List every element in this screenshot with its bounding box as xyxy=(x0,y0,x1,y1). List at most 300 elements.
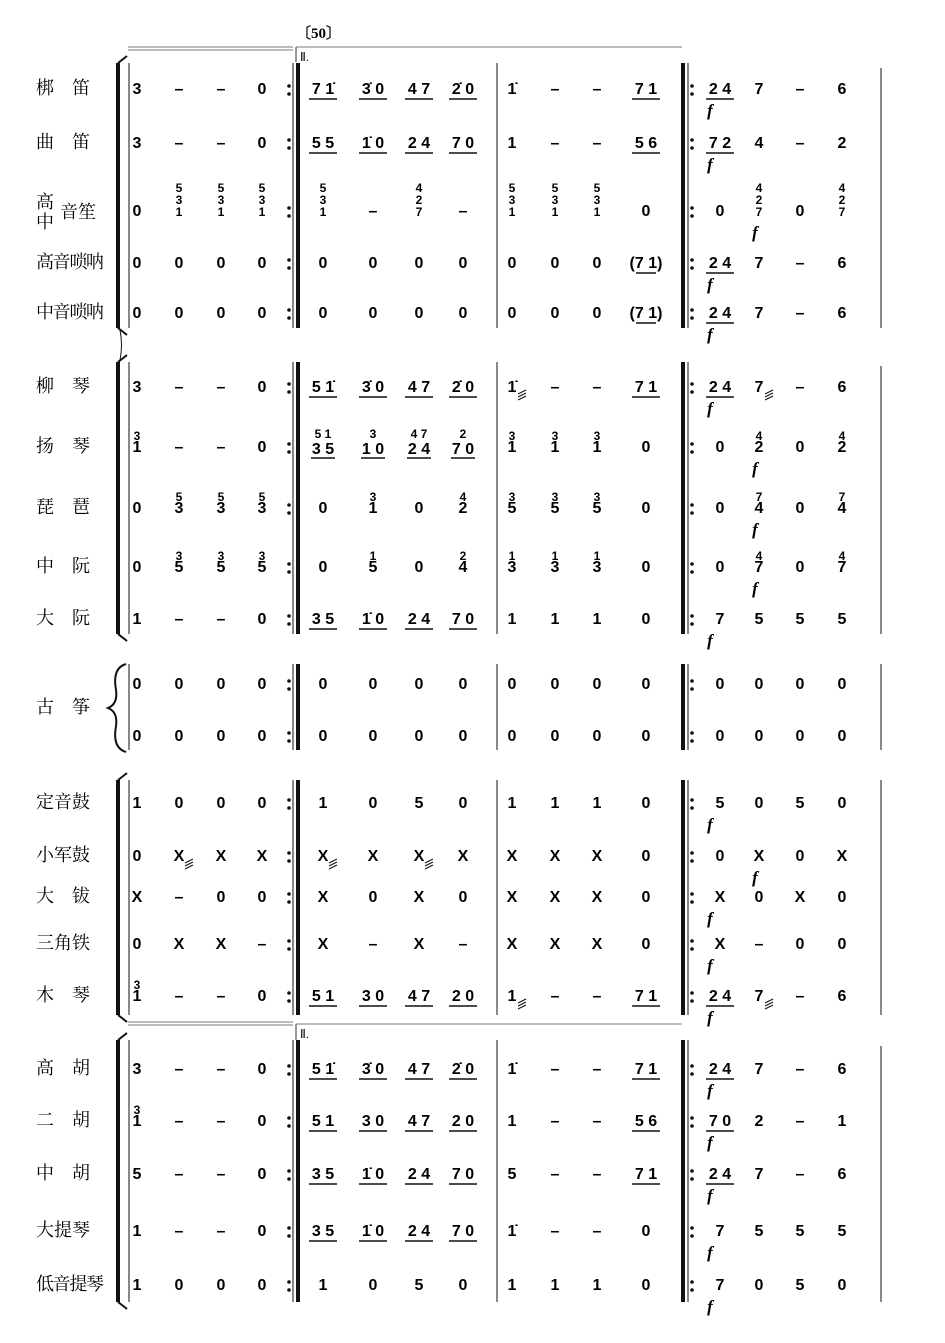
muqin-note: 3 xyxy=(133,978,141,992)
staff-row-sanjiaotie xyxy=(36,933,847,975)
bangdi-note: 0 xyxy=(257,81,267,98)
datiqin-note: 0 xyxy=(641,1223,651,1240)
qudi-note: – xyxy=(174,135,184,152)
staff-row-zhonghu xyxy=(36,1163,847,1205)
guzheng-note: 0 xyxy=(414,676,424,693)
xiaojungu-note: X xyxy=(836,848,848,865)
dynamic-forte: f xyxy=(707,1186,713,1205)
sheng-note: – xyxy=(368,203,378,220)
sheng-note: 3 xyxy=(175,193,183,207)
diyintiqin-note: 1 xyxy=(592,1277,602,1294)
sheng-note: 1 xyxy=(319,205,327,219)
muqin-note: 2 4 xyxy=(708,988,732,1005)
dynamic-forte: f xyxy=(707,956,713,975)
sheng-note: 1 xyxy=(258,205,266,219)
pipa-note: 3 xyxy=(216,500,226,517)
pipa-note: 5 xyxy=(175,490,183,504)
yangqin-note: 3 xyxy=(369,427,377,441)
zhongruan-note: 5 xyxy=(174,559,184,576)
zhongruan-note: 0 xyxy=(318,559,328,576)
datiqin-note: – xyxy=(592,1223,602,1240)
sanjiaotie-note: X xyxy=(413,936,425,953)
gaohu-note: – xyxy=(795,1061,805,1078)
datiqin-note: – xyxy=(550,1223,560,1240)
pipa-note: 0 xyxy=(795,500,805,517)
rehearsal-mark: 〔50〕 xyxy=(296,26,342,42)
yangqin-note: 0 xyxy=(257,439,267,456)
instrument-name-gaosuona: 高音唢呐 xyxy=(36,252,104,273)
datiqin-note: 7 xyxy=(715,1223,725,1240)
staff-row-zhongsuona xyxy=(36,302,847,344)
yangqin-note: 7 0 xyxy=(451,441,475,458)
zhongruan-note: 5 xyxy=(257,559,267,576)
instrument-name-diyintiqin: 低音提琴 xyxy=(36,1274,104,1295)
dacha-note: X xyxy=(714,889,726,906)
zhonghu-note: 5 xyxy=(507,1166,517,1183)
sheng-note: 4 xyxy=(415,181,423,195)
yangqin-note: 0 xyxy=(715,439,725,456)
diyintiqin-note: 0 xyxy=(641,1277,651,1294)
pipa-note: 7 xyxy=(755,490,763,504)
dingyingu-note: 0 xyxy=(174,795,184,812)
dingyingu-note: 1 xyxy=(550,795,560,812)
dacha-note: 0 xyxy=(257,889,267,906)
yangqin-note: 3 xyxy=(593,429,601,443)
zhongruan-note: 3 xyxy=(507,559,517,576)
qudi-note: 1 xyxy=(507,135,517,152)
sheng-note: 7 xyxy=(415,205,423,219)
erhu-note: 1 xyxy=(837,1113,847,1130)
bangdi-note: – xyxy=(216,81,226,98)
pipa-note: 3 xyxy=(257,500,267,517)
sanjiaotie-note: – xyxy=(754,936,764,953)
sheng-note: 5 xyxy=(508,181,516,195)
zhongruan-note: 3 xyxy=(550,559,560,576)
gaosuona-note: 0 xyxy=(592,255,602,272)
datiqin-note: 2 4 xyxy=(407,1223,431,1240)
zhongruan-note: 3 xyxy=(217,549,225,563)
zhonghu-note: 7 1 xyxy=(634,1166,658,1183)
xiaojungu-note: X xyxy=(367,848,379,865)
sheng-note: 1 xyxy=(593,205,601,219)
xiaojungu-note: X xyxy=(457,848,469,865)
sheng-note: 4 xyxy=(838,181,846,195)
pipa-note: 4 xyxy=(754,500,764,517)
liuqin-note: 2̇ 0 xyxy=(451,379,475,396)
erhu-note: – xyxy=(550,1113,560,1130)
guzheng-note: 0 xyxy=(754,676,764,693)
staff-row-daruan xyxy=(36,608,847,650)
sheng-note: 2 xyxy=(755,193,763,207)
pipa-note: 2 xyxy=(458,500,468,517)
zhonghu-note: 3 5 xyxy=(311,1166,335,1183)
guzheng-note: 0 xyxy=(592,728,602,745)
guzheng-note: 0 xyxy=(174,728,184,745)
datiqin-note: – xyxy=(216,1223,226,1240)
dingyingu-note: 1 xyxy=(318,795,328,812)
diyintiqin-note: 1 xyxy=(507,1277,517,1294)
liuqin-note: 6 xyxy=(837,379,847,396)
qudi-note: 5 5 xyxy=(311,135,335,152)
zhonghu-note: 2 4 xyxy=(407,1166,431,1183)
muqin-note: – xyxy=(550,988,560,1005)
pipa-note: 0 xyxy=(132,500,142,517)
gaosuona-note: 2 4 xyxy=(708,255,732,272)
sheng-note: 1 xyxy=(217,205,225,219)
sheng-note: 3 xyxy=(551,193,559,207)
zhongruan-note: 7 xyxy=(754,559,764,576)
gaohu-note: 2̇ 0 xyxy=(451,1061,475,1078)
zhonghu-note: 2 4 xyxy=(708,1166,732,1183)
instrument-name-pipa: 琵 琶 xyxy=(36,497,90,518)
sanjiaotie-note: 0 xyxy=(641,936,651,953)
yangqin-note: 2 4 xyxy=(407,441,431,458)
guzheng-note: 0 xyxy=(458,676,468,693)
dacha-note: 0 xyxy=(837,889,847,906)
zhongsuona-note: 0 xyxy=(592,305,602,322)
guzheng-note: 0 xyxy=(641,676,651,693)
zhongruan-note: 1 xyxy=(593,549,601,563)
dacha-note: X xyxy=(506,889,518,906)
dingyingu-note: 1 xyxy=(132,795,142,812)
volta-label-strings: Ⅱ. xyxy=(300,1027,309,1041)
gaohu-note: 5 1̇ xyxy=(311,1061,335,1078)
bangdi-note: 3̇ 0 xyxy=(361,81,385,98)
dingyingu-note: 0 xyxy=(368,795,378,812)
instrument-name-part: 高 xyxy=(36,192,54,213)
sanjiaotie-note: 0 xyxy=(795,936,805,953)
datiqin-note: 5 xyxy=(795,1223,805,1240)
datiqin-note: 1̇ xyxy=(507,1223,517,1240)
pipa-note: 3 xyxy=(508,490,516,504)
muqin-note: 5 1 xyxy=(311,988,335,1005)
dynamic-forte: f xyxy=(707,631,713,650)
zhongruan-note: 3 xyxy=(175,549,183,563)
guzheng-note: 0 xyxy=(795,676,805,693)
zhongsuona-note: 0 xyxy=(368,305,378,322)
staff-row-yangqin xyxy=(36,427,847,478)
instrument-name-sanjiaotie: 三角铁 xyxy=(36,933,90,954)
guzheng-note: 0 xyxy=(318,676,328,693)
muqin-note: – xyxy=(216,988,226,1005)
pipa-note: 3 xyxy=(551,490,559,504)
pipa-note: 5 xyxy=(507,500,517,517)
gaohu-note: – xyxy=(174,1061,184,1078)
xiaojungu-note: X xyxy=(317,848,329,865)
pipa-note: 0 xyxy=(414,500,424,517)
guzheng-note: 0 xyxy=(132,728,142,745)
dynamic-forte: f xyxy=(752,520,758,539)
bangdi-note: – xyxy=(174,81,184,98)
liuqin-note: 1̇ xyxy=(507,379,517,396)
zhongruan-note: 3 xyxy=(258,549,266,563)
dynamic-forte: f xyxy=(752,868,758,887)
dacha-note: – xyxy=(174,889,184,906)
guzheng-note: 0 xyxy=(754,728,764,745)
zhongruan-note: 2 xyxy=(459,549,467,563)
xiaojungu-note: 0 xyxy=(641,848,651,865)
staff-row-datiqin xyxy=(36,1220,847,1262)
winds-plucked-connector xyxy=(120,330,122,360)
guzheng-note: 0 xyxy=(507,676,517,693)
zhonghu-note: 1̇ 0 xyxy=(361,1166,385,1183)
muqin-note: – xyxy=(174,988,184,1005)
bangdi-note: 7 xyxy=(754,81,764,98)
guzheng-brace xyxy=(108,664,126,752)
yangqin-note: 2 xyxy=(754,439,764,456)
zhongsuona-note: 0 xyxy=(458,305,468,322)
zhonghu-note: – xyxy=(174,1166,184,1183)
liuqin-note: 0 xyxy=(257,379,267,396)
erhu-note: 5 6 xyxy=(634,1113,658,1130)
gaosuona-note: 0 xyxy=(174,255,184,272)
gaohu-note: 3 xyxy=(132,1061,142,1078)
guzheng-note: 0 xyxy=(507,728,517,745)
dynamic-forte: f xyxy=(707,1081,713,1100)
staff-row-dacha xyxy=(36,886,847,928)
pipa-note: 3 xyxy=(593,490,601,504)
liuqin-note: – xyxy=(550,379,560,396)
sheng-note: 1 xyxy=(551,205,559,219)
zhongsuona-note: 0 xyxy=(257,305,267,322)
dingyingu-note: 1 xyxy=(507,795,517,812)
datiqin-note: 7 0 xyxy=(451,1223,475,1240)
zhongruan-note: 5 xyxy=(216,559,226,576)
liuqin-note: – xyxy=(174,379,184,396)
qudi-note: 0 xyxy=(257,135,267,152)
daruan-note: 5 xyxy=(837,611,847,628)
staff-row-gaosuona xyxy=(36,252,847,294)
xiaojungu-note: X xyxy=(591,848,603,865)
staff-row-zhongruan xyxy=(36,549,847,598)
erhu-note: 5 1 xyxy=(311,1113,335,1130)
gaohu-note: 7 1 xyxy=(634,1061,658,1078)
instrument-name-qudi: 曲 笛 xyxy=(36,132,90,153)
dynamic-forte: f xyxy=(707,101,713,120)
instrument-name-part: 音笙 xyxy=(60,202,96,223)
barlines-plucked xyxy=(129,362,881,634)
dingyingu-note: 5 xyxy=(414,795,424,812)
zhongruan-note: 4 xyxy=(838,549,846,563)
guzheng-note: 0 xyxy=(216,676,226,693)
dingyingu-note: 0 xyxy=(216,795,226,812)
daruan-note: 3 5 xyxy=(311,611,335,628)
guzheng-note: 0 xyxy=(550,676,560,693)
erhu-note: 4 7 xyxy=(407,1113,431,1130)
instrument-name-daruan: 大 阮 xyxy=(36,608,90,629)
zhongsuona-note: – xyxy=(795,305,805,322)
qudi-note: 3 xyxy=(132,135,142,152)
guzheng-note: 0 xyxy=(458,728,468,745)
daruan-note: 5 xyxy=(795,611,805,628)
instrument-name-datiqin: 大提琴 xyxy=(36,1220,90,1241)
bracket-winds xyxy=(116,56,127,335)
sheng-note: 5 xyxy=(175,181,183,195)
sheng-note: 2 xyxy=(838,193,846,207)
yangqin-note: 5 1 xyxy=(314,427,332,441)
dacha-note: X xyxy=(591,889,603,906)
muqin-note: 6 xyxy=(837,988,847,1005)
zhongruan-note: 1 xyxy=(369,549,377,563)
erhu-note: 2 xyxy=(754,1113,764,1130)
gaosuona-note: – xyxy=(795,255,805,272)
sanjiaotie-note: X xyxy=(215,936,227,953)
barlines-guzheng xyxy=(129,664,881,750)
yangqin-note: 3 xyxy=(551,429,559,443)
gaohu-note: – xyxy=(592,1061,602,1078)
muqin-note: 3 0 xyxy=(361,988,385,1005)
instrument-name-bangdi: 梆 笛 xyxy=(36,78,90,99)
muqin-note: – xyxy=(592,988,602,1005)
zhongruan-note: 4 xyxy=(458,559,468,576)
instrument-name-xiaojungu: 小军鼓 xyxy=(36,845,90,866)
zhongruan-note: 0 xyxy=(414,559,424,576)
zhonghu-note: 7 xyxy=(754,1166,764,1183)
bangdi-note: – xyxy=(592,81,602,98)
zhongsuona-note: 0 xyxy=(132,305,142,322)
gaohu-note: 1̇ xyxy=(507,1061,517,1078)
volta-label: Ⅱ. xyxy=(300,50,309,64)
gaohu-note: 4 7 xyxy=(407,1061,431,1078)
gaosuona-note: 0 xyxy=(550,255,560,272)
sanjiaotie-note: – xyxy=(257,936,267,953)
diyintiqin-note: 0 xyxy=(754,1277,764,1294)
sanjiaotie-note: – xyxy=(368,936,378,953)
zhongruan-note: 0 xyxy=(715,559,725,576)
dynamic-forte: f xyxy=(752,579,758,598)
zhongruan-note: 3 xyxy=(592,559,602,576)
muqin-note: 0 xyxy=(257,988,267,1005)
yangqin-note: 1 xyxy=(132,439,142,456)
daruan-note: 1 xyxy=(550,611,560,628)
dynamic-forte: f xyxy=(707,909,713,928)
pipa-note: 0 xyxy=(318,500,328,517)
datiqin-note: 0 xyxy=(257,1223,267,1240)
staff-row-qudi xyxy=(36,132,847,174)
dynamic-forte: f xyxy=(707,325,713,344)
gaosuona-note: 0 xyxy=(216,255,226,272)
bangdi-note: 4 7 xyxy=(407,81,431,98)
guzheng-note: 0 xyxy=(715,728,725,745)
diyintiqin-note: 0 xyxy=(174,1277,184,1294)
yangqin-note: 3 xyxy=(133,429,141,443)
qudi-note: 5 6 xyxy=(634,135,658,152)
liuqin-note: – xyxy=(795,379,805,396)
sheng-note: 5 xyxy=(593,181,601,195)
diyintiqin-note: 7 xyxy=(715,1277,725,1294)
datiqin-note: 1 xyxy=(132,1223,142,1240)
datiqin-note: 1̇ 0 xyxy=(361,1223,385,1240)
dynamic-forte: f xyxy=(752,459,758,478)
gaosuona-note: 0 xyxy=(132,255,142,272)
daruan-note: 1 xyxy=(592,611,602,628)
liuqin-note: 7 1 xyxy=(634,379,658,396)
sheng-note: – xyxy=(458,203,468,220)
xiaojungu-note: X xyxy=(506,848,518,865)
bangdi-note: 6 xyxy=(837,81,847,98)
muqin-note: 4 7 xyxy=(407,988,431,1005)
daruan-note: 0 xyxy=(257,611,267,628)
zhongsuona-note: 6 xyxy=(837,305,847,322)
pipa-note: 3 xyxy=(369,490,377,504)
sheng-note: 3 xyxy=(319,193,327,207)
pipa-note: 4 xyxy=(459,490,467,504)
sheng-note: 5 xyxy=(551,181,559,195)
instrument-name-zhonghu: 中 胡 xyxy=(36,1163,90,1184)
barlines-winds xyxy=(129,63,881,328)
sanjiaotie-note: – xyxy=(458,936,468,953)
staff-row-gaohu xyxy=(36,1058,847,1100)
zhonghu-note: – xyxy=(550,1166,560,1183)
yangqin-note: – xyxy=(216,439,226,456)
gaosuona-note: 0 xyxy=(414,255,424,272)
pipa-note: 5 xyxy=(258,490,266,504)
bangdi-note: 7 1 xyxy=(634,81,658,98)
zhongsuona-note: 7 xyxy=(754,305,764,322)
daruan-note: 7 xyxy=(715,611,725,628)
diyintiqin-note: 1 xyxy=(132,1277,142,1294)
qudi-note: 1̇ 0 xyxy=(361,135,385,152)
staff-row-bangdi xyxy=(36,78,847,120)
datiqin-note: – xyxy=(174,1223,184,1240)
dynamic-forte: f xyxy=(752,223,758,242)
zhongruan-note: 0 xyxy=(795,559,805,576)
guzheng-note: 0 xyxy=(414,728,424,745)
erhu-note: 1 xyxy=(507,1113,517,1130)
guzheng-note: 0 xyxy=(837,676,847,693)
guzheng-note: 0 xyxy=(368,676,378,693)
guzheng-note: 0 xyxy=(592,676,602,693)
barlines-bowed xyxy=(129,1040,881,1302)
gaosuona-note: 0 xyxy=(458,255,468,272)
qudi-note: 2 4 xyxy=(407,135,431,152)
pipa-note: 0 xyxy=(715,500,725,517)
liuqin-note: – xyxy=(216,379,226,396)
staff-row-erhu xyxy=(36,1103,847,1152)
instrument-name-erhu: 二 胡 xyxy=(36,1110,90,1131)
instrument-name-gaohu: 高 胡 xyxy=(36,1058,90,1079)
sanjiaotie-note: X xyxy=(714,936,726,953)
zhonghu-note: 6 xyxy=(837,1166,847,1183)
sheng-note: 3 xyxy=(258,193,266,207)
sheng-note: 3 xyxy=(508,193,516,207)
gaosuona-note: 0 xyxy=(318,255,328,272)
guzheng-note: 0 xyxy=(550,728,560,745)
sheng-note: 1 xyxy=(175,205,183,219)
sheng-note: 5 xyxy=(319,181,327,195)
bangdi-note: – xyxy=(795,81,805,98)
qudi-note: – xyxy=(216,135,226,152)
instrument-name-guzheng: 古 筝 xyxy=(36,697,90,718)
pipa-note: 5 xyxy=(217,490,225,504)
datiqin-note: 5 xyxy=(754,1223,764,1240)
xiaojungu-note: X xyxy=(215,848,227,865)
sanjiaotie-note: X xyxy=(317,936,329,953)
staff-row-pipa xyxy=(36,490,847,539)
sheng-note: 0 xyxy=(641,203,651,220)
guzheng-note: 0 xyxy=(368,728,378,745)
guzheng-note: 0 xyxy=(216,728,226,745)
zhongruan-note: 7 xyxy=(837,559,847,576)
zhonghu-note: – xyxy=(592,1166,602,1183)
sheng-note: 0 xyxy=(132,203,142,220)
dingyingu-note: 0 xyxy=(754,795,764,812)
zhongsuona-note: 0 xyxy=(414,305,424,322)
sheng-note: 5 xyxy=(217,181,225,195)
erhu-note: – xyxy=(795,1113,805,1130)
staff-row-dingyingu xyxy=(36,792,847,834)
volta-bracket-top xyxy=(128,47,682,64)
